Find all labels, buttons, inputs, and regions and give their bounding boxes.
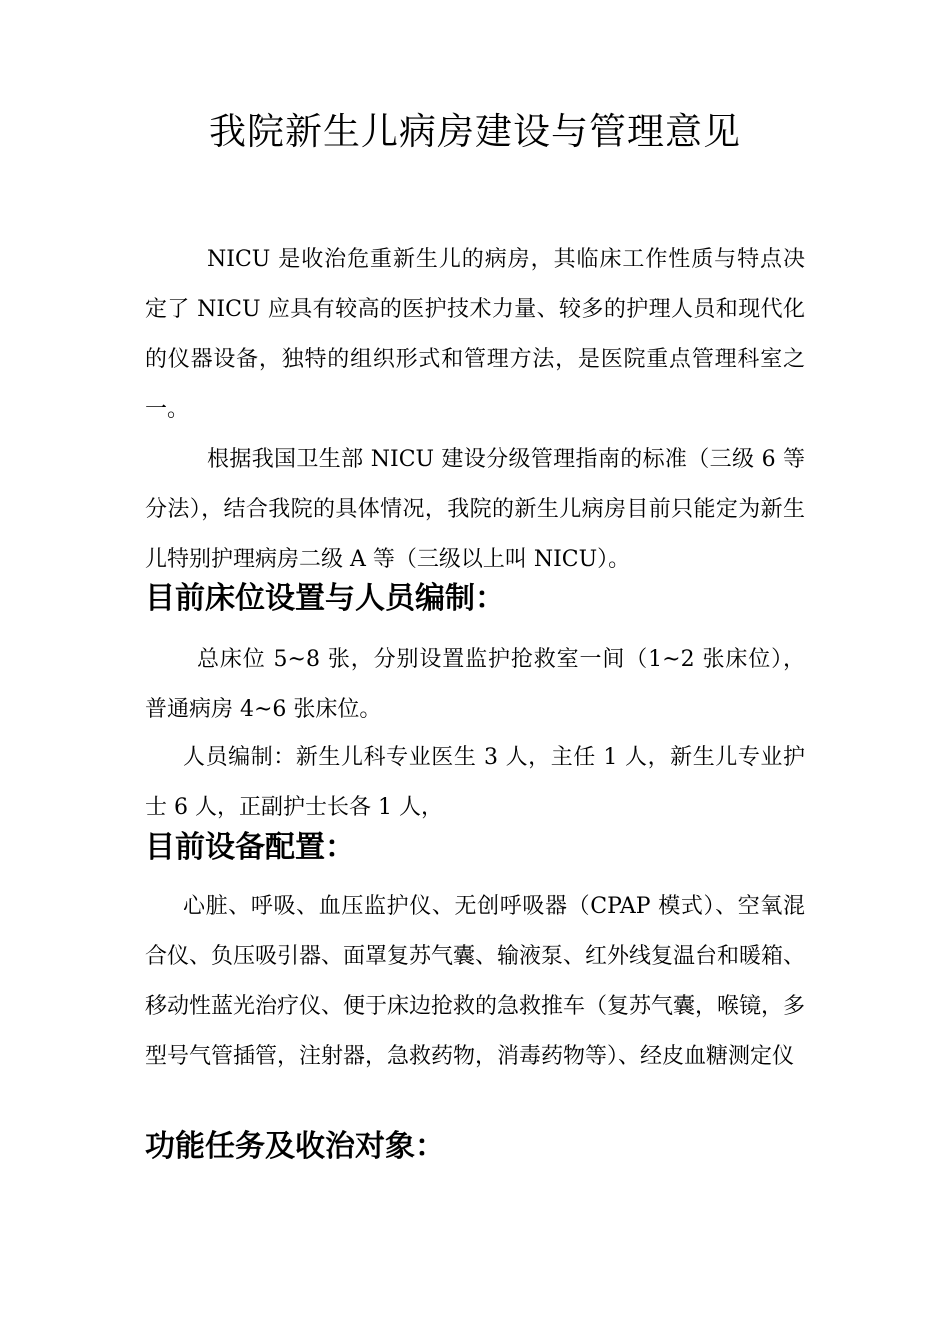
paragraph-intro: NICU 是收治危重新生儿的病房，其临床工作性质与特点决定了 NICU 应具有较高的医护技术力量、较多的护理人员和现代化的仪器设备，独特的组织形式和管理方法，是医院重点管理科室之一。 [145,247,805,422]
paragraph-beds: 总床位 5~8 张，分别设置监护抢救室一间（1~2 张床位），普通病房 4~6 张床位。 [145,647,805,722]
paragraph-standard: 根据我国卫生部 NICU 建设分级管理指南的标准（三级 6 等分法），结合我院的具体情况，我院的新生儿病房目前只能定为新生儿特别护理病房二级 A 等（三级以上叫 NICU）。 [145,447,805,572]
paragraph-equipment: 心脏、呼吸、血压监护仪、无创呼吸器（CPAP 模式）、空氧混合仪、负压吸引器、面罩复苏气囊、输液泵、红外线复温台和暖箱、移动性蓝光治疗仪、便于床边抢救的急救推车（复苏气囊，喉镜，多型号气管插管，注射器，急救药物，消毒药物等）、经皮血糖测定仪 [145,894,806,1069]
heading-equipment: 目前设备配置： [145,830,355,865]
heading-function: 功能任务及收治对象： [145,1129,445,1164]
document-title: 我院新生儿病房建设与管理意见 [209,110,741,153]
heading-beds-staff: 目前床位设置与人员编制： [145,581,505,616]
paragraph-staff: 人员编制：新生儿科专业医生 3 人，主任 1 人，新生儿专业护士 6 人，正副护士长各 1 人， [145,745,805,820]
